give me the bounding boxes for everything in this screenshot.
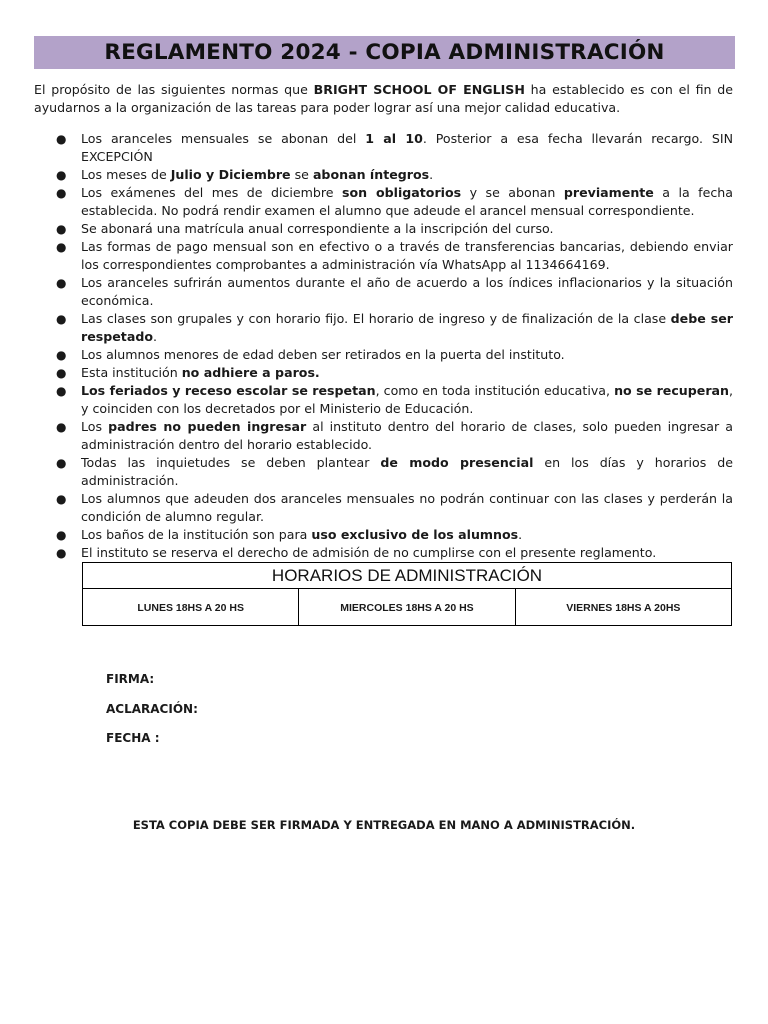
rule-text-run: padres no pueden ingresar [108,419,307,434]
intro-run: El propósito de las siguientes normas que [34,82,314,97]
rule-text-run: . Posterior a esa fecha llevarán recargo. SIN EXCEPCIÓN [81,131,733,164]
rule-text-run: Todas las inquietudes se deben plantear [81,455,381,470]
signature-label: FIRMA: [106,672,155,686]
rule-item [34,184,733,220]
rule-text-run: uso exclusivo de los alumnos [311,527,519,542]
rule-item [34,490,733,526]
intro-paragraph [34,81,733,117]
rule-text-run: previamente [563,185,654,200]
rules-list [34,130,733,562]
title-banner [34,36,735,69]
rule-text-run: a la fecha establecida. No podrá rendir examen el alumno que adeude el arancel mensual correspondiente. [81,185,733,218]
rule-item [34,544,733,562]
rule-text-run: no se recuperan [614,383,729,398]
rule-item [34,382,733,418]
bullet-icon: ● [56,312,67,326]
bullet-icon: ● [56,240,67,254]
rule-text-run: Los baños de la institución son para [81,527,312,542]
rule-text-run: Los alumnos menores de edad deben ser retirados en la puerta del instituto. [81,347,565,362]
rule-item [34,274,733,310]
rule-text-run: Los exámenes del mes de diciembre [81,185,342,200]
bullet-icon: ● [56,222,67,236]
schedule-day-friday: VIERNES 18HS A 20HS [515,589,731,626]
rule-item [34,346,733,364]
rule-item [34,364,733,382]
bullet-icon: ● [56,420,67,434]
bullet-icon: ● [56,276,67,290]
footer-note: ESTA COPIA DEBE SER FIRMADA Y ENTREGADA EN MANO A ADMINISTRACIÓN. [132,818,636,832]
rule-text-run: Las formas de pago mensual son en efectivo o a través de transferencias bancarias, debiendo enviar los correspondientes comprobantes a administración vía WhatsApp al 1134664169. [81,239,733,272]
rule-text-run: Los feriados y receso escolar se respetan [81,383,376,398]
bullet-icon: ● [56,384,67,398]
rule-text-run: Los meses de [81,167,171,182]
date-label: FECHA : [106,731,160,745]
rule-item [34,310,733,346]
rule-text-run: Los alumnos que adeuden dos aranceles mensuales no podrán continuar con las clases y perderán la condición de alumno regular. [81,491,733,524]
schedule-row [83,589,731,626]
rule-text-run: Los aranceles sufrirán aumentos durante el año de acuerdo a los índices inflacionarios y la situación económica. [81,275,733,308]
rule-text-run: Julio y Diciembre [170,167,291,182]
rule-text-run: . [518,527,523,542]
page-title: REGLAMENTO 2024 - COPIA ADMINISTRACIÓN [104,40,665,65]
rule-text-run: y se abonan [461,185,564,200]
rule-text-run: de modo presencial [380,455,534,470]
rule-item [34,220,733,238]
rule-text-run: 1 al 10 [365,131,423,146]
rule-item [34,454,733,490]
bullet-icon: ● [56,546,67,560]
rule-item [34,166,733,184]
bullet-icon: ● [56,168,67,182]
bullet-icon: ● [56,186,67,200]
rule-text-run: , como en toda institución educativa, [375,383,615,398]
rule-text-run: Los aranceles mensuales se abonan del [81,131,366,146]
intro-run: ha establecido es con el fin de ayudarnos a la organización de las tareas para poder lograr así una mejor calidad educativa. [34,82,733,115]
bullet-icon: ● [56,528,67,542]
rule-item [34,238,733,274]
bullet-icon: ● [56,132,67,146]
rule-item [34,526,733,544]
rule-item [34,130,733,166]
rule-text-run: al instituto dentro del horario de clases, solo pueden ingresar a administración dentro del horario establecido. [81,419,733,452]
rule-text-run: Se abonará una matrícula anual correspondiente a la inscripción del curso. [81,221,554,236]
bullet-icon: ● [56,366,67,380]
clarification-label: ACLARACIÓN: [106,702,198,716]
rule-text-run: son obligatorios [342,185,462,200]
bullet-icon: ● [56,348,67,362]
rule-text-run: en los días y horarios de administración. [81,455,733,488]
rule-text-run: Las clases son grupales y con horario fijo. El horario de ingreso y de finalización de la clase [81,311,671,326]
bullet-icon: ● [56,456,67,470]
schedule-table [82,562,732,626]
rule-text-run: . [429,167,434,182]
rule-text-run: no adhiere a paros. [181,365,320,380]
rule-text-run: abonan íntegros [312,167,430,182]
rule-text-run: se [290,167,313,182]
schedule-day-wednesday: MIERCOLES 18HS A 20 HS [298,589,514,626]
bullet-icon: ● [56,492,67,506]
schedule-title: HORARIOS DE ADMINISTRACIÓN [83,563,731,589]
rule-text-run: . [153,329,158,344]
intro-run: BRIGHT SCHOOL OF ENGLISH [313,82,525,97]
rule-text-run: Esta institución [81,365,182,380]
rule-text-run: , y coinciden con los decretados por el Ministerio de Educación. [81,383,734,416]
schedule-day-monday: LUNES 18HS A 20 HS [137,601,244,614]
rule-text-run: El instituto se reserva el derecho de admisión de no cumplirse con el presente reglamento. [81,545,657,560]
rule-item [34,418,733,454]
rule-text-run: debe ser respetado [81,311,733,344]
rule-text-run: Los [81,419,109,434]
